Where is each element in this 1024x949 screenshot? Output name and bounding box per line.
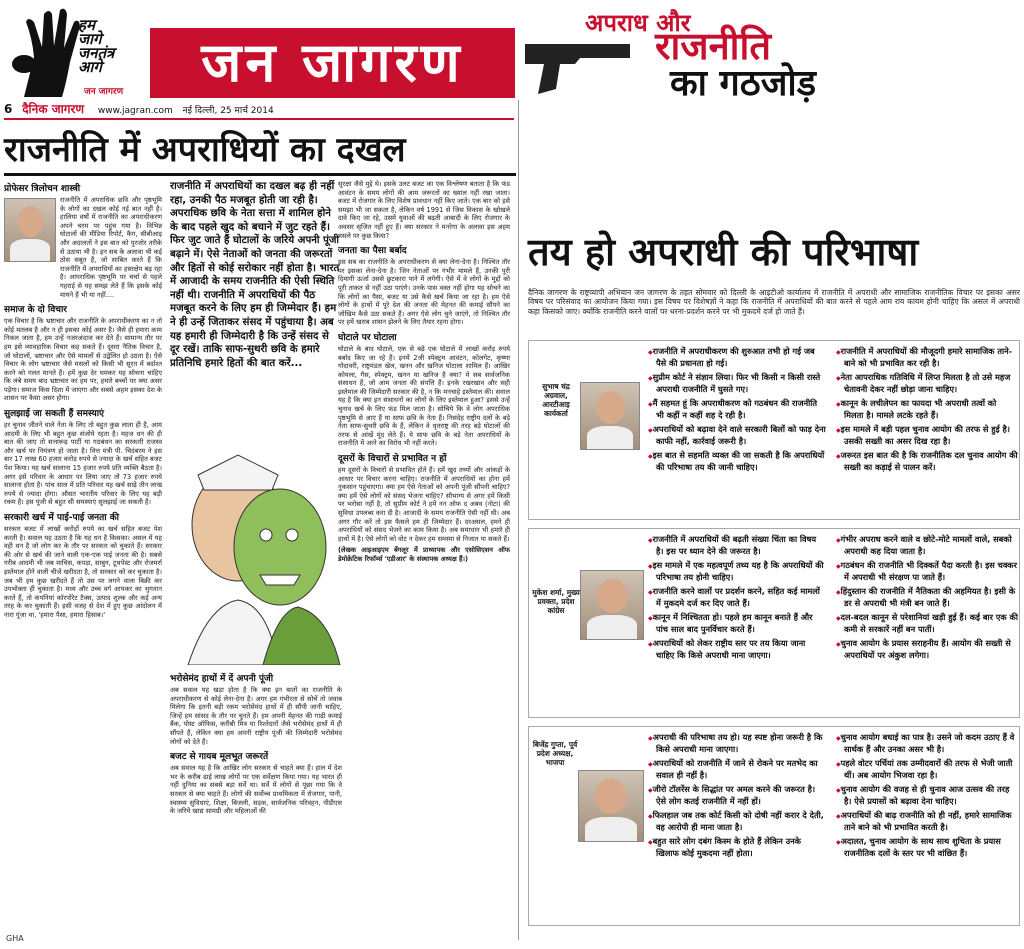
- article1-column-2: [170, 668, 342, 938]
- column-divider: [518, 100, 519, 940]
- speaker-points-right: [836, 346, 1018, 516]
- point: ◆ गंभीर अपराध करने वाले व छोटे-मोटे मामलों वाले, सबको अपराधी कह दिया जाता है।: [836, 534, 1018, 557]
- paragraph: सुरक्षा जैसे मुद्दे थे। इसके उलट बजट का एक विश्लेषण बताता है कि फंड आवंटन के समय लोगों की आम जरूरतों का ख्याल नहीं रखा जाता। बजट में रोजगार के लिए विशेष प्रावधान नहीं किए जाते। एक बार को इसे समझा भी जा सकता है, लेकिन वर्ष 1991 से जिस विकास के खोखले दावे किए जा रहे, उसमें युवाओं की बढ़ती आबादी के लिए रोजगार के अवसर सृजित नहीं हुए हैं। क्या सरकार ने मनरेगा के अलावा इस अहम मसले पर कुछ किया?: [338, 180, 510, 240]
- point: ◆ मैं सहमत हूं कि अपराधीकरण को गठबंधन की राजनीति भी कहीं न कहीं शह दे रही है।: [648, 398, 826, 421]
- point: ◆ अपराधी की परिभाषा तय हो। यह स्पष्ट होना जरूरी है कि किसे अपराधी माना जाएगा।: [648, 732, 826, 755]
- site-url: www.jagran.com: [97, 106, 173, 116]
- paragraph: अब सवाल यह खड़ा होता है कि क्या इन बातों का राजनीति के अपराधीकरण से कोई लेना-देना है। अगर हम गंभीरता से सोचें तो जवाब मिलेगा कि इतनी बड़ी रकम भरोसेमंद हाथों में ही सौंपी जानी चाहिए, जिन्हें हम सांसद के तौर पर चुनते हैं। हम अपनी मेहनत की गाढ़ी कमाई बैंक, पोस्ट ऑफिस, करीबी मित्र या रिश्तेदारों जैसे भरोसेमंद हाथों में ही सौंपते हैं, लेकिन क्या हम अपनी राष्ट्रीय पूंजी की जिम्मेदारी भरोसेमंद लोगों को देते हैं।: [170, 686, 342, 746]
- article1-column-1: [4, 178, 162, 938]
- subheading: भरोसेमंद हाथों में दें अपनी पूंजी: [170, 674, 274, 684]
- gun-icon: [520, 34, 640, 104]
- subheading: बजट से गायब मूलभूत जरूरतें: [170, 752, 269, 763]
- article2-intro: दैनिक जागरण के राष्ट्रव्यापी अभियान जन जागरण के तहत सोमवार को दिल्ली के आइटीओ कार्यालय में राजनीति में अपराधी और सामाजिक राजनीतिक विचार पर इसका असर विषय पर परिसंवाद का आयोजन किया गया। इस विषय पर विशेषज्ञों ने कहा कि राजनीति में अपराधियों की बात करने से पहले आम राय कायम होनी चाहिए कि असल में अपराधी कहा किसको जाए। क्योंकि राजनीति करने वालों पर धरना-प्रदर्शन करने पर भी मुकदमे दर्ज हो जाते हैं।: [528, 288, 1020, 316]
- page-number: 6: [4, 102, 13, 116]
- subheading: घोटाले पर घोटाला: [338, 332, 397, 343]
- point: ◆ अपराधियों को राजनीति में जाने से रोकने पर मतभेद का सवाल ही नहीं है।: [648, 758, 826, 781]
- point: ◆ अपराधियों की बाढ़ राजनीति को ही नहीं, हमारे सामाजिक ताने बाने को भी प्रभावित करती है।: [836, 810, 1018, 833]
- subheading: सरकारी खर्च में पाई-पाई जनता की: [4, 513, 119, 523]
- footer-code: GHA: [6, 934, 24, 943]
- point: ◆ हिंदुस्तान की राजनीति में नैतिकता की अहमियत है। इसी के डर से अपराधी भी मंत्री बन जाते हैं।: [836, 586, 1018, 609]
- paragraph: अब सवाल यह है कि आखिर लोग सरकार से चाहते क्या हैं। हाल में देश भर के करीब ढाई लाख लोगों पर एक सर्वेक्षण किया गया। यह भारत ही नहीं दुनिया का सबसे बड़ा सर्वे था। सर्वे में लोगों से पूछा गया कि वे सरकार से क्या चाहते हैं। लोगों की सर्वोच्च प्राथमिकता में रोजगार, पानी, स्वास्थ्य सुविधाएं, शिक्षा, बिजली, सड़क, सार्वजनिक परिवहन, पीडीएस के जरिये खाद्य सामग्री और महिलाओं की: [170, 764, 342, 816]
- series-logo: [520, 4, 1020, 104]
- point: ◆ चुनाव आयोग की वजह से ही चुनाव आज उत्सव की तरह है। ऐसे प्रयासों को बढ़ावा देना चाहिए।: [836, 784, 1018, 807]
- campaign-brand: जन जागरण: [84, 87, 124, 97]
- point: ◆ राजनीति में अपराधियों की मौजूदगी हमारे सामाजिक ताने-बाने को भी प्रभावित कर रही है।: [836, 346, 1018, 369]
- point: ◆ कानून में निश्चितता हो। पहले हम कानून बनाते हैं और पांच साल बाद पुनर्विचार करते हैं।: [648, 612, 826, 635]
- speaker-points-left: [648, 346, 826, 516]
- speaker-photo: [578, 770, 644, 842]
- speaker-photo: [580, 570, 644, 640]
- point: ◆ चुनाव आयोग के प्रयास सराहनीय हैं। आयोग की सख्ती से अपराधियों पर अंकुश लगेगा।: [836, 638, 1018, 661]
- byline: (लेखक आइआइएम बेंगलूर में प्राध्यापक और एसोसिएशन ऑफ डेमोक्रेटिक रिफॉर्म्स 'एडीआर' के संस्थापक अध्यक्ष हैं।): [338, 546, 510, 563]
- point: ◆ राजनीति में अपराधियों की बढ़ती संख्या चिंता का विषय है। इस पर ध्यान देने की जरूरत है।: [648, 534, 826, 557]
- author-photo: [4, 198, 56, 262]
- speaker-points-left: [648, 732, 826, 922]
- series-title-bottom: का गठजोड़: [670, 63, 816, 104]
- point: ◆ गठबंधन की राजनीति भी दिक्कतें पैदा करती है। इस चक्कर में अपराधी भी संरक्षण पा जाते हैं।: [836, 560, 1018, 583]
- speaker-photo: [580, 382, 640, 450]
- article2-headline: तय हो अपराधी की परिभाषा: [528, 230, 919, 274]
- paragraph: सरकार बजट में लाखों करोड़ों रुपये का खर्च सहित बजट पेश करती है। सवाल यह उठता है कि यह धन है किसका। असल में यह वही धन है जो लोग कर के तौर पर सरकार को चुकाते हैं। सरकार की ओर से खर्च की जाने वाली एक-एक पाई जनता की है। सबसे गरीब आदमी भी जब माचिस, कपड़ा, साबुन, टूथपेस्ट और रोजमर्रा इस्तेमाल होने वाली चीजें खरीदता है, तो सरकार को कर चुकाता है। जब भी हम कुछ खरीदते हैं तो उस पर लगने वाला बिक्री कर उपभोक्ता ही चुकाता है। मध्य और उच्च वर्ग आयकर का भुगतान करते हैं, तो कंपनियां कॉरपोरेट टैक्स, उत्पाद शुल्क और कई अन्य तरह के कर चुकाती हैं। इसी वजह से देश में हुए कुछ आंदोलन में नारा गूंजा था, 'हमारा पैसा, हमारा हिसाब।': [4, 525, 162, 619]
- series-title-top: अपराध और: [585, 9, 691, 37]
- point: ◆ सुप्रीम कोर्ट ने संज्ञान लिया। फिर भी किसी न किसी रास्ते अपराधी राजनीति में घुसते गए।: [648, 372, 826, 395]
- speaker-name: बिजेंद्र गुप्ता, पूर्व प्रदेश अध्यक्ष, भाजपा: [532, 740, 578, 767]
- paper-name: दैनिक जागरण: [22, 102, 85, 116]
- point: ◆ अपराधियों को लेकर राष्ट्रीय स्तर पर तय किया जाना चाहिए कि किसे अपराधी माना जाएगा।: [648, 638, 826, 661]
- point: ◆ कानून के लचीलेपन का फायदा भी अपराधी तत्वों को मिलता है। मामले लटके रहते हैं।: [836, 398, 1018, 421]
- paragraph: राजनीति में अपराधिक छवि और पृष्ठभूमि के लोगों का दखल कोई नई बात नहीं है। हालिया वर्षों में राजनीति का अपराधीकरण अपने चरम पर पहुंच गया है। विभिन्न घोटालों की मीडिया रिपोर्ट, कैग, सीबीआइ और अदालतों ने इस बात को पुरजोर तरीके से उठाया भी है। इन सब के अलावा भी कई ठोस सबूत हैं, जो साबित करते हैं कि राजनीति में अपराधियों का हस्तक्षेप बढ़ रहा है। आपराधिक पृष्ठभूमि पर चर्चा से पहले गहराई से यह समझ लेते हैं कि इसके कोई मायने हैं भी या नहीं....: [60, 196, 162, 299]
- paragraph: हर चुनाव जीतने वाले नेता के लिए तो बहुत कुछ लाता ही है, आम आदमी के लिए भी बहुत कुछ संजोये रहता है। महज धन की ही बात की जाए तो सत्तारूढ़ पार्टी या गठबंधन का सरकारी राजस्व और खर्च पर नियंत्रण हो जाता है। वित्त मंत्री पी. चिदंबरम ने इस बार 17 लाख 60 हजार करोड़ रुपये से ज्यादा के खर्च सहित बजट पेश किया। यह खर्च सालाना 15 हजार रुपये प्रति व्यक्ति बैठता है। अगर इसे परिवार के आधार पर लिया जाए तो 73 हजार रुपये सालाना होता है। पांच साल में प्रति परिवार यह खर्च साढ़े तीन लाख रुपये से ज्यादा होगा। औसत भारतीय परिवार के लिए यह बड़ी रकम है। इस पूंजी से बहुत सी समस्याएं सुलझाई जा सकती हैं।: [4, 421, 162, 507]
- subheading: सुलझाई जा सकती हैं समस्याएं: [4, 409, 105, 420]
- point: ◆ नेता आपराधिक गतिविधि में लिप्त मिलता है तो उसे महज चेतावनी देकर नहीं छोड़ा जाना चाहिए।: [836, 372, 1018, 395]
- paragraph: एक विचार है कि भ्रष्टाचार और राजनीति के अपराधीकरण का न तो कोई मतलब है और न ही इसका कोई असर है। जैसे ही हमारा काम निकल जाता है, हम उन्हें नजरअंदाज कर देते हैं। सामान्य तौर पर हम इसे व्यावहारिक विचार कह सकते हैं। दूसरा नैतिक विचार है, जो घोटालों, भ्रष्टाचार और ऐसे मामलों से उद्वेलित हो उठता है। ऐसे विचार के लोग भ्रष्टाचार जैसे मसलों को किसी भी सूरत में बर्दाश्त करने को गलत मानते हैं। हमें कुछ देर थमकर यह सोचना चाहिए कि लंबे समय बाद भ्रष्टाचार का हम पर, हमारे बच्चों पर क्या असर पड़ेगा। समाज किस दिशा में जाएगा और सबसे अहम इसका देश के शासन पर कैसा असर होगा।: [4, 317, 162, 403]
- point: ◆ फिलहाल जब तक कोर्ट किसी को दोषी नहीं करार दे देती, वह आरोपी ही माना जाता है।: [648, 810, 826, 833]
- paragraph: हम दूसरों के विचारों से प्रभावित होते हैं। हमें खुद तथ्यों और आंकड़ों के आधार पर विचार करना चाहिए। राजनीति में अपराधियों का होना हमें नुकसान पहुंचाएगा। क्या हम ऐसे नेताओं को अपनी पूंजी सौंपनी चाहिए? क्या हमें ऐसे लोगों को संसद भेजना चाहिए? सौभाग्य से अगर हमें किसी पर भरोसा नहीं है, तो सुप्रीम कोर्ट ने हमें नन ऑफ द अबव (नोटा) की सुविधा उपलब्ध करा दी है। आजादी के समय राजनीति ऐसी नहीं थी। अब अगर गौर करें तो इस फैसले हम ही जिम्मेदार हैं। दरअसल, हमने ही अपराधियों को संसद भेजने का काम किया है। अब समाधान भी हमारे ही हाथों में है। ऐसे लोगों को वोट न देकर हम समस्या से निजात पा सकते हैं।: [338, 466, 510, 543]
- series-title-mid: राजनीति: [655, 24, 772, 68]
- subheading: समाज के दो विचार: [4, 305, 67, 316]
- speaker-points-right: [836, 534, 1018, 714]
- pull-quote: राजनीति में अपराधियों का दखल बढ़ ही नहीं रहा, उनकी पैठ मजबूत होती जा रही है। अपराधिक छवि के नेता सत्ता में शामिल होने के बाद पहले खुद को बचाने में जुट रहते हैं। फिर जुट जाते हैं घोटालों के जरिये अपनी पूंजी बढ़ाने में। ऐसे नेताओं को जनता की जरूरतों और हितों से कोई सरोकार नहीं होता है। भारत में आजादी के समय राजनीति की ऐसी स्थिति नहीं थी। राजनीति में अपराधियों की पैठ मजबूत करने के लिए हम ही जिम्मेदार हैं। हम ने ही उन्हें जिताकर संसद में पहुंचाया है। अब यह हमारी ही जिम्मेदारी है कि उन्हें संसद से दूर रखें। ताकि साफ-सुथरी छवि के हमारे प्रतिनिधि हमारे हितों की बात करें...: [170, 181, 340, 369]
- campaign-slogan: हम जागे जनतंत्र आगे: [78, 16, 115, 76]
- dateline: नई दिल्ली, 25 मार्च 2014: [182, 106, 274, 116]
- subheading: जनता का पैसा बर्बाद: [338, 246, 407, 257]
- article1-headline: राजनीति में अपराधियों का दखल: [4, 130, 406, 170]
- headline-rule: [4, 173, 516, 176]
- point: ◆ अदालत, चुनाव आयोग के साथ साथ शुचिता के प्रयास राजनीतिक दलों के स्तर पर भी वांछित हैं।: [836, 836, 1018, 859]
- cartoon-illustration: [168, 435, 343, 665]
- speaker-points-right: [836, 732, 1018, 922]
- paragraph: इस सब का राजनीति के अपराधीकरण से क्या लेना-देना है। निश्चित तौर पर इसका लेना-देना है। जिन नेताओं पर गंभीर मामले हैं, उनकी पूरी दिमागी ऊर्जा उससे छुटकारा पाने में लगेगी। ऐसे में वे लोगों के मुद्दों को पूरी ताकत से नहीं उठा पाएंगे। उनके पास वक्त नहीं होगा यह सोचने का कि लोगों का पैसा, बजट या उसे कैसे खर्च किया जा रहा है। हम ऐसे लोगों के हाथों में पूरे देश की जनता की मेहनत की कमाई सौंपने का जोखिम कैसे उठा सकते हैं। अगर ऐसे लोग चुने जाएंगे, तो निश्चित तौर पर हमें खराब शासन झेलने के लिए तैयार रहना होगा।: [338, 258, 510, 327]
- subheading: दूसरों के विचारों से प्रभावित न हों: [338, 454, 447, 465]
- article1-column-3: [338, 180, 510, 938]
- point: ◆ राजनीति करने वालों पर प्रदर्शन करने, सहित कई मामलों में मुकदमे दर्ज कर दिए जाते हैं।: [648, 586, 826, 609]
- speaker-points-left: [648, 534, 826, 714]
- speaker-name: मुकेश शर्मा, मुख्य प्रवक्ता, प्रदेश कांग्रेस: [532, 588, 580, 615]
- speaker-name: सुभाष चंद्र अग्रवाल, आरटीआइ कार्यकर्ता: [542, 382, 570, 418]
- folio-line: [4, 100, 514, 120]
- paragraph: घोटाले के बाद घोटाले, एक से बढ़े एक घोटाले में लाखों करोड़ रुपये बर्बाद किए जा रहे हैं। इनमें 2जी स्पेक्ट्रम आवंटन, कोलगेट, कृष्णा गोदावरी, राष्ट्रमंडल खेल, खनन और खनिज घोटाला शामिल हैं। आखिर कोयला, गैस, स्पेक्ट्रम, खनन या खनिज है क्या? ये सब सार्वजनिक संसाधन हैं, जो आम जनता की संपत्ति हैं। इनके रखरखाव और सही इस्तेमाल की जिम्मेदारी सरकार की है, न कि मनचाहे इस्तेमाल की। सवाल यह है कि क्या इन संसाधनों का लोगों के लिए इस्तेमाल हुआ? इससे उन्हें चुनाव खर्च के लिए फंड मिल जाता है। सोचिये कि वे लोग अपराधिक पृष्ठभूमि से आए हैं या साफ छवि के नेता हैं। निसंदेह राष्ट्रीय दलों के बड़े नेता साफ-सुथरी छवि के हैं, लेकिन वे धृतराष्ट्र की तरह बड़े घोटालों की तरफ से आंखें मूंद लेते हैं। ये साफ छवि के बड़े नेता अपराधियों के राजनीति में आने का विरोध भी नहीं करते।: [338, 344, 510, 448]
- point: ◆ दल-बदल कानून से परेशानियां खड़ी हुई हैं। कई बार एक की कमी से सरकारें नहीं बन पातीं।: [836, 612, 1018, 635]
- point: ◆ चुनाव आयोग बधाई का पात्र है। उसने जो कदम उठाए हैं वे सार्थक हैं और उनका असर भी है।: [836, 732, 1018, 755]
- point: ◆ पहले वोटर पर्चियां तक उम्मीदवारों की तरफ से भेजी जाती थीं। अब आयोग भिजवा रहा है।: [836, 758, 1018, 781]
- campaign-logo: [4, 2, 144, 102]
- point: ◆ इस मामले में बड़ी पहल चुनाव आयोग की तरफ से हुई है। उसकी सख्ती का असर दिख रहा है।: [836, 424, 1018, 447]
- masthead-title: जन जागरण: [201, 31, 464, 94]
- point: ◆ इस बात से सहमति व्यक्त की जा सकती है कि अपराधियों की परिभाषा तय की जानी चाहिए।: [648, 450, 826, 473]
- point: ◆ जरूरत इस बात की है कि राजनीतिक दल चुनाव आयोग की सख्ती का कड़ाई से पालन करें।: [836, 450, 1018, 473]
- author: प्रोफेसर त्रिलोचन शास्त्री: [4, 184, 81, 194]
- masthead-band: [150, 28, 515, 98]
- point: ◆ राजनीति में अपराधीकरण की शुरुआत तभी हो गई जब पैसे की प्रधानता हो गई।: [648, 346, 826, 369]
- point: ◆ अपराधियों को बढ़ावा देने वाले सरकारी बिलों को फाड़ देना काफी नहीं, कार्रवाई जरूरी है।: [648, 424, 826, 447]
- point: ◆ बहुत सारे लोग दबंग किस्म के होते हैं लेकिन उनके खिलाफ कोई मुकदमा नहीं होता।: [648, 836, 826, 859]
- point: ◆ इस मामले में एक महत्वपूर्ण तथ्य यह है कि अपराधियों की परिभाषा तय होनी चाहिए।: [648, 560, 826, 583]
- point: ◆ जीरो टॉलरेंस के सिद्धांत पर अमल करने की जरूरत है। ऐसे लोग कतई राजनीति में नहीं हों।: [648, 784, 826, 807]
